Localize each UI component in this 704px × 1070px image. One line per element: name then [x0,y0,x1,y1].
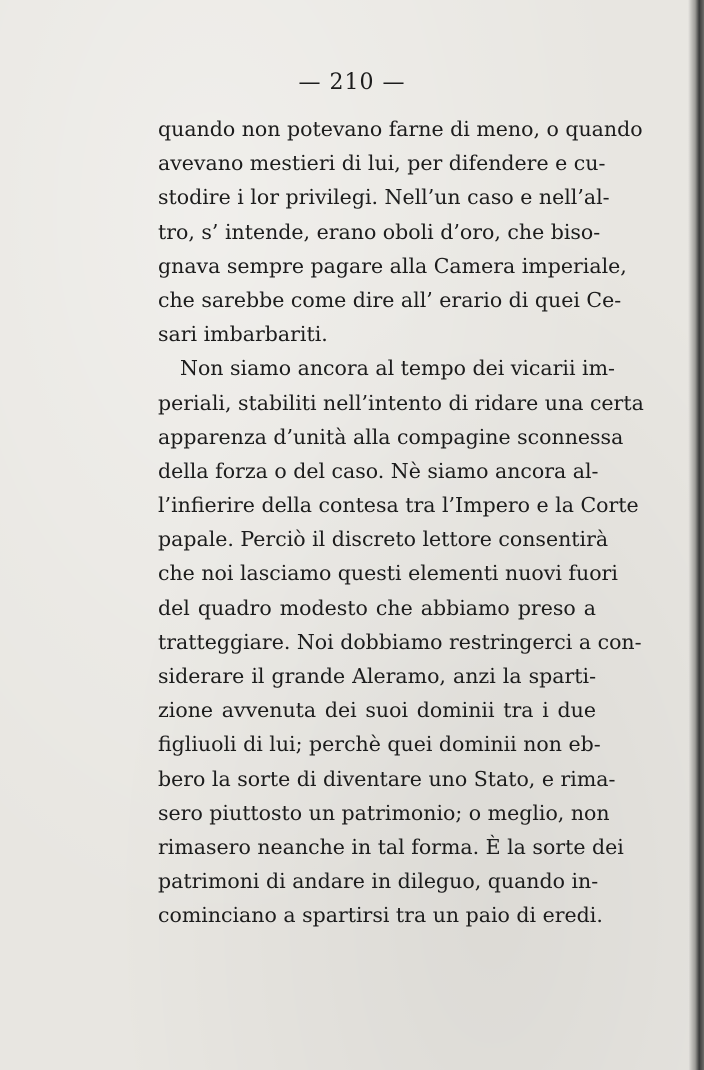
text-line: tratteggiare. Noi dobbiamo restringerci a con- [158,629,642,654]
text-line: siderare il grande Aleramo, anzi la sparti- [158,664,596,688]
body-text [158,112,644,933]
paragraph-1 [158,112,643,351]
text-line: periali, stabiliti nell’intento di ridare una certa [158,390,644,415]
text-line: sari imbarbariti. [158,322,328,347]
paragraph-2 [158,351,644,932]
text-line: del quadro modesto che abbiamo preso a [158,595,596,620]
page-binding-edge [688,0,704,1070]
text-line: Non siamo ancora al tempo dei vicarii im- [180,356,615,381]
text-line: della forza o del caso. Nè siamo ancora al- [158,458,599,483]
text-line: rimasero neanche in tal forma. È la sorte dei [158,834,624,859]
text-line: figliuoli di lui; perchè quei dominii non eb- [158,732,601,757]
text-line: tro, s’ intende, erano oboli d’oro, che biso- [158,219,601,244]
text-line: stodire i lor privilegi. Nell’un caso e nell’al- [158,185,610,210]
text-line: che noi lasciamo questi elementi nuovi fuori [158,561,618,586]
text-line: bero la sorte di diventare uno Stato, e rima- [158,766,616,791]
text-line: avevano mestieri di lui, per difendere e cu- [158,151,606,176]
text-line: papale. Perciò il discreto lettore consentirà [158,527,609,552]
text-line: quando non potevano farne di meno, o quando [158,117,643,141]
text-line: sero piuttosto un patrimonio; o meglio, non [158,800,610,825]
text-line: apparenza d’unità alla compagine sconnessa [158,424,624,449]
text-line: che sarebbe come dire all’ erario di quei Ce- [158,287,622,312]
text-line: cominciano a spartirsi tra un paio di eredi. [158,903,603,928]
page-number: — 210 — [298,70,406,95]
text-line: patrimoni di andare in dileguo, quando in- [158,869,599,894]
text-line: zione avvenuta dei suoi dominii tra i due [158,698,596,723]
text-line: gnava sempre pagare alla Camera imperiale, [158,253,627,278]
text-line: l’infierire della contesa tra l’Impero e la Corte [158,493,639,518]
